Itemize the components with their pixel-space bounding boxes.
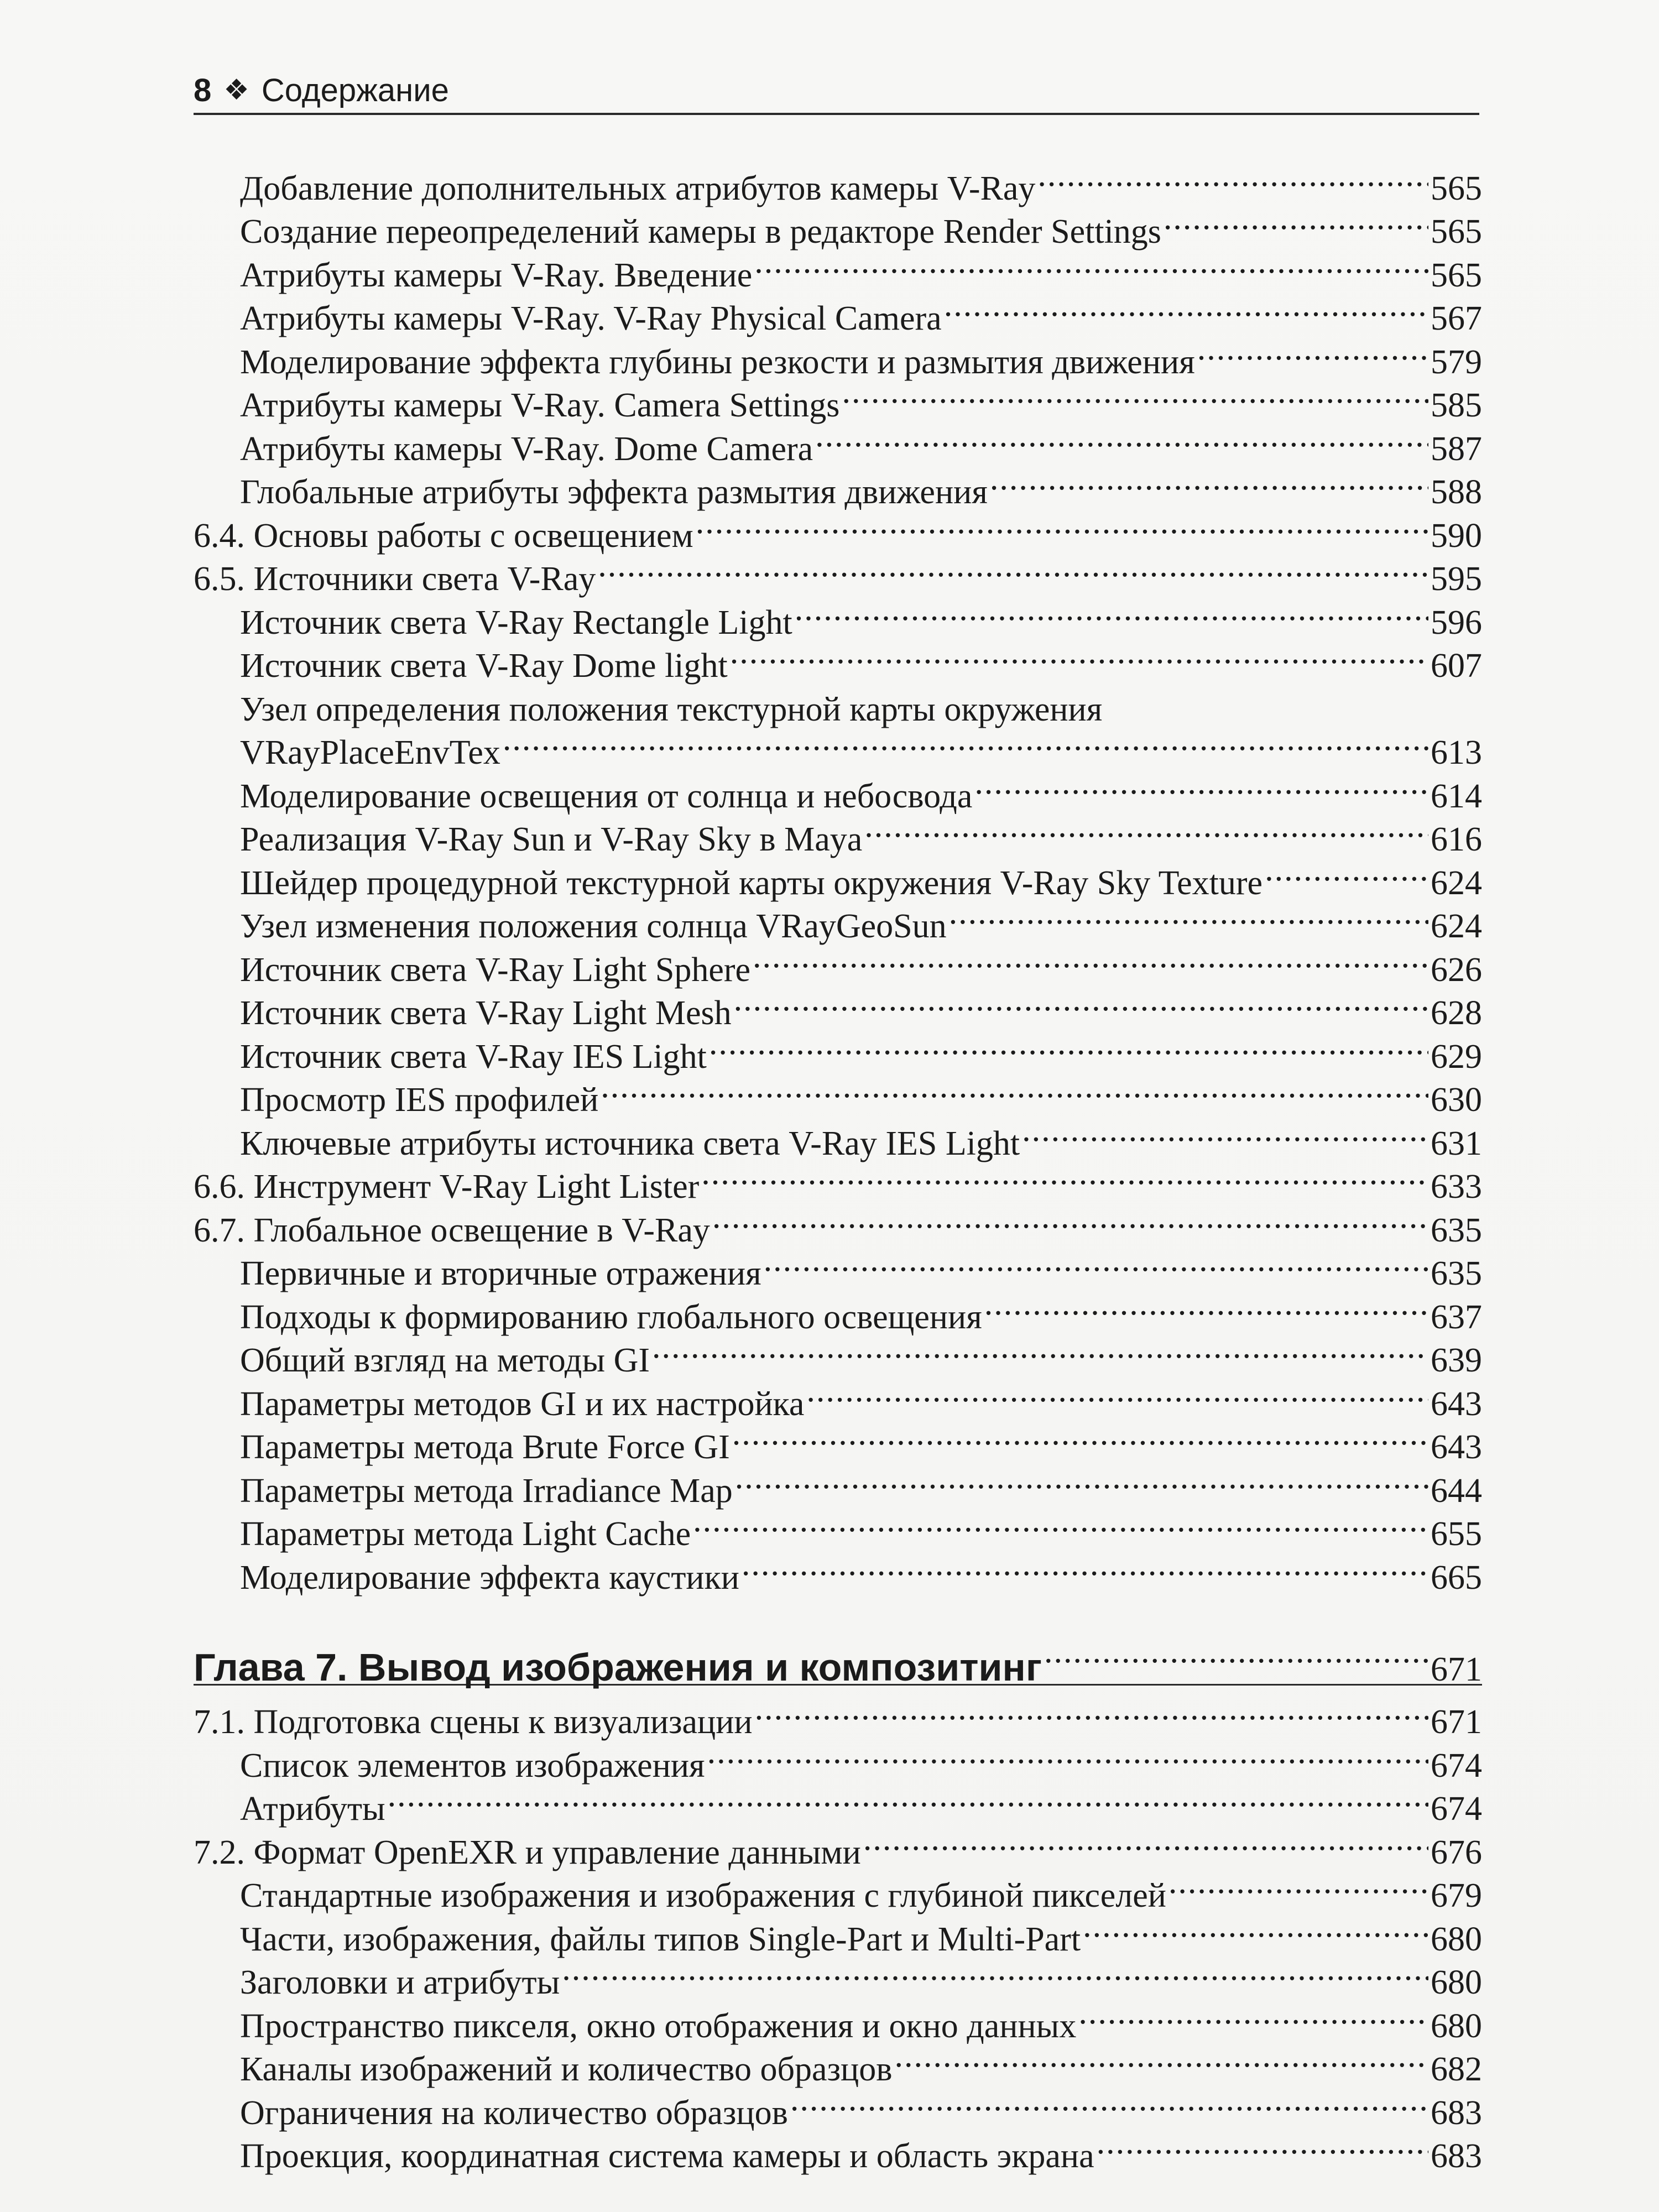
toc-entry-title: 6.5. Источники света V-Ray (194, 560, 596, 598)
toc-entry-page: 565 (1431, 169, 1482, 207)
running-header (194, 65, 1479, 115)
toc-entry-title: Стандартные изображения и изображения с глубиной пикселей (240, 1877, 1166, 1914)
toc-entry-title: Источник света V-Ray IES Light (240, 1037, 707, 1076)
toc-entry-title: Параметры методов GI и их настройка (240, 1385, 805, 1423)
toc-entry-title: Источник света V-Ray Rectangle Light (240, 603, 792, 641)
toc-entry-page: 614 (1431, 777, 1482, 815)
toc-entry-title: 7.1. Подготовка сцены к визуализации (194, 1703, 753, 1741)
dot-leader (864, 807, 1428, 851)
toc-entry-title: Общий взгляд на методы GI (240, 1342, 650, 1379)
dot-leader (815, 416, 1428, 460)
dot-leader (388, 1777, 1428, 1820)
toc-entry-page: 676 (1431, 1833, 1482, 1871)
toc-entry-title: 6.6. Инструмент V-Ray Light Lister (194, 1168, 700, 1206)
toc-section-chapter-7 (194, 1690, 1482, 2175)
dot-leader (949, 894, 1428, 938)
toc-entry-title: Атрибуты камеры V-Ray. Введение (240, 256, 753, 294)
toc-entry (194, 1820, 1482, 1871)
toc-entry-title: Создание переопределений камеры в редакторе Render Settings (240, 213, 1161, 251)
chapter-title: Глава 7. Вывод изображения и композитинг (194, 1645, 1042, 1689)
toc-entry-page: 616 (1431, 821, 1482, 858)
dot-leader (990, 460, 1428, 504)
dot-leader (944, 286, 1428, 330)
toc-entry-page: 643 (1431, 1385, 1482, 1423)
running-title: Содержание (261, 72, 449, 108)
toc-entry-page: 587 (1431, 430, 1482, 468)
toc-entry-page: 665 (1431, 1558, 1482, 1597)
dot-leader (1083, 1907, 1428, 1950)
toc-section-chapter-6 (194, 156, 1482, 1597)
dot-leader (601, 1068, 1428, 1112)
toc-entry-title: Список элементов изображения (240, 1746, 705, 1785)
toc-entry-page: 674 (1431, 1790, 1482, 1828)
toc-entry-page: 639 (1431, 1342, 1482, 1379)
toc-entry-page: 590 (1431, 517, 1482, 555)
toc-entry-title: Источник света V-Ray Light Sphere (240, 951, 751, 989)
dot-leader (895, 2037, 1428, 2081)
toc-entry-title: Подходы к формированию глобального освещения (240, 1298, 982, 1336)
toc-entry-title: Ограничения на количество образцов (240, 2094, 788, 2132)
toc-entry-page: 624 (1431, 907, 1482, 945)
toc-entry-page: 607 (1431, 647, 1482, 685)
toc-entry-page: 680 (1431, 1920, 1482, 1958)
toc-entry-page: 624 (1431, 864, 1482, 902)
dot-leader (754, 243, 1428, 286)
page-number: 8 (194, 72, 212, 108)
toc-entry-page: 635 (1431, 1211, 1482, 1249)
toc-entry-title: Параметры метода Brute Force GI (240, 1428, 730, 1466)
dot-leader (1197, 330, 1428, 373)
toc-entry-page: 643 (1431, 1428, 1482, 1466)
toc-entry-title: Моделирование освещения от солнца и небосвода (240, 777, 973, 815)
toc-entry-page: 679 (1431, 1877, 1482, 1914)
toc-entry-title: Первичные и вторичные отражения (240, 1255, 761, 1292)
toc-entry-title: Источник света V-Ray Light Mesh (240, 994, 732, 1032)
toc-entry-title: Пространство пикселя, окно отображения и окно данных (240, 2007, 1077, 2045)
dot-leader (753, 937, 1428, 981)
toc-entry-page: 565 (1431, 256, 1482, 294)
toc-entry-title: Атрибуты камеры V-Ray. V-Ray Physical Camera (240, 300, 942, 337)
dot-leader (730, 634, 1428, 677)
dot-leader (974, 764, 1428, 807)
dot-leader (709, 1024, 1428, 1068)
dot-leader (1022, 1111, 1428, 1155)
dot-leader (1037, 156, 1428, 200)
toc-entry-title: Шейдер процедурной текстурной карты окружения V-Ray Sky Texture (240, 864, 1263, 902)
toc-entry-page: 629 (1431, 1037, 1482, 1076)
toc-entry-page: 680 (1431, 1964, 1482, 2001)
toc-entry-title: Моделирование эффекта каустики (240, 1558, 739, 1597)
dot-leader (984, 1285, 1428, 1328)
toc-entry-title: Атрибуты (240, 1790, 385, 1828)
dot-leader (806, 1371, 1428, 1415)
toc-entry-page: 635 (1431, 1255, 1482, 1292)
dot-leader (696, 503, 1428, 547)
dot-leader (735, 1458, 1428, 1502)
dot-leader (742, 1545, 1428, 1589)
dot-leader (652, 1328, 1428, 1372)
toc-entry-title: Параметры метода Irradiance Map (240, 1472, 733, 1510)
toc-entry-page: 674 (1431, 1746, 1482, 1785)
dot-leader (562, 1950, 1428, 1994)
toc-entry-title: Каналы изображений и количество образцов (240, 2051, 893, 2088)
dot-leader (842, 373, 1428, 417)
toc-entry-page: 680 (1431, 2007, 1482, 2045)
dot-leader (1265, 851, 1428, 894)
toc-entry-page: 595 (1431, 560, 1482, 598)
toc-entry-title: Проекция, координатная система камеры и область экрана (240, 2137, 1094, 2175)
toc-entry-page: 628 (1431, 994, 1482, 1032)
dot-leader (598, 547, 1428, 591)
toc-entry-title: 6.7. Глобальное освещение в V-Ray (194, 1211, 710, 1249)
toc-entry-title: Реализация V-Ray Sun и V-Ray Sky в Maya (240, 821, 863, 858)
toc-entry-title: 6.4. Основы работы с освещением (194, 517, 693, 555)
toc-entry-title: Источник света V-Ray Dome light (240, 647, 728, 685)
toc-entry-page: 671 (1431, 1703, 1482, 1741)
toc-entry-title: Части, изображения, файлы типов Single-Part и Multi-Part (240, 1920, 1081, 1958)
dot-leader (1078, 1994, 1428, 2037)
toc-entry-title: Ключевые атрибуты источника света V-Ray IES Light (240, 1124, 1020, 1162)
toc-entry-title: Параметры метода Light Cache (240, 1515, 691, 1553)
toc-entry-title: 7.2. Формат OpenEXR и управление данными (194, 1833, 861, 1871)
dot-leader (1168, 1864, 1428, 1907)
toc-entry-page: 613 (1431, 734, 1482, 771)
toc-entry (194, 156, 1482, 207)
toc-entry-page: 683 (1431, 2137, 1482, 2175)
dot-leader (1097, 2124, 1428, 2168)
toc-entry-page: 683 (1431, 2094, 1482, 2132)
dot-leader (734, 981, 1428, 1025)
toc-entry-title: Атрибуты камеры V-Ray. Camera Settings (240, 387, 840, 424)
toc-entry-title: Просмотр IES профилей (240, 1081, 599, 1119)
toc-entry-page: 682 (1431, 2051, 1482, 2088)
toc-entry-title: Добавление дополнительных атрибутов камеры V-Ray (240, 169, 1036, 207)
dot-leader (1164, 200, 1428, 243)
dot-leader (712, 1198, 1428, 1241)
dot-leader (795, 590, 1428, 634)
toc-entry-page: 585 (1431, 387, 1482, 424)
dot-leader (693, 1502, 1428, 1546)
dot-leader (790, 2080, 1428, 2124)
toc-entry-title: Узел определения положения текстурной карты окружения (240, 690, 1103, 728)
dot-leader (863, 1820, 1428, 1864)
toc-entry-title: Глобальные атрибуты эффекта размытия движения (240, 473, 988, 511)
chapter-page-number: 671 (1431, 1650, 1482, 1688)
toc-entry-page: 633 (1431, 1168, 1482, 1206)
dot-leader (707, 1733, 1428, 1777)
toc-entry-page: 596 (1431, 603, 1482, 641)
ornament-icon: ❖ (223, 74, 249, 106)
toc-entry-title: Узел изменения положения солнца VRayGeoSun (240, 907, 947, 945)
dot-leader (1044, 1620, 1428, 1681)
toc-entry-page: 565 (1431, 213, 1482, 251)
header-divider (194, 113, 1479, 115)
toc-entry-title: Атрибуты камеры V-Ray. Dome Camera (240, 430, 813, 468)
chapter-heading (194, 1620, 1482, 1689)
toc-entry-page: 637 (1431, 1298, 1482, 1336)
toc-entry-page: 588 (1431, 473, 1482, 511)
table-of-contents (194, 156, 1482, 2175)
toc-entry-title: Моделирование эффекта глубины резкости и размытия движения (240, 343, 1195, 381)
toc-entry-title: Заголовки и атрибуты (240, 1964, 560, 2001)
dot-leader (503, 721, 1428, 764)
toc-entry-page: 579 (1431, 343, 1482, 381)
toc-entry-title: VRayPlaceEnvTex (240, 734, 500, 771)
dot-leader (764, 1241, 1428, 1285)
toc-entry-page: 644 (1431, 1472, 1482, 1510)
dot-leader (732, 1415, 1428, 1459)
toc-entry-page: 655 (1431, 1515, 1482, 1553)
dot-leader (1104, 677, 1480, 721)
dot-leader (701, 1155, 1428, 1198)
toc-entry-page: 631 (1431, 1124, 1482, 1162)
toc-entry-page: 630 (1431, 1081, 1482, 1119)
toc-entry-page: 626 (1431, 951, 1482, 989)
toc-entry-page: 567 (1431, 300, 1482, 337)
dot-leader (755, 1690, 1428, 1734)
